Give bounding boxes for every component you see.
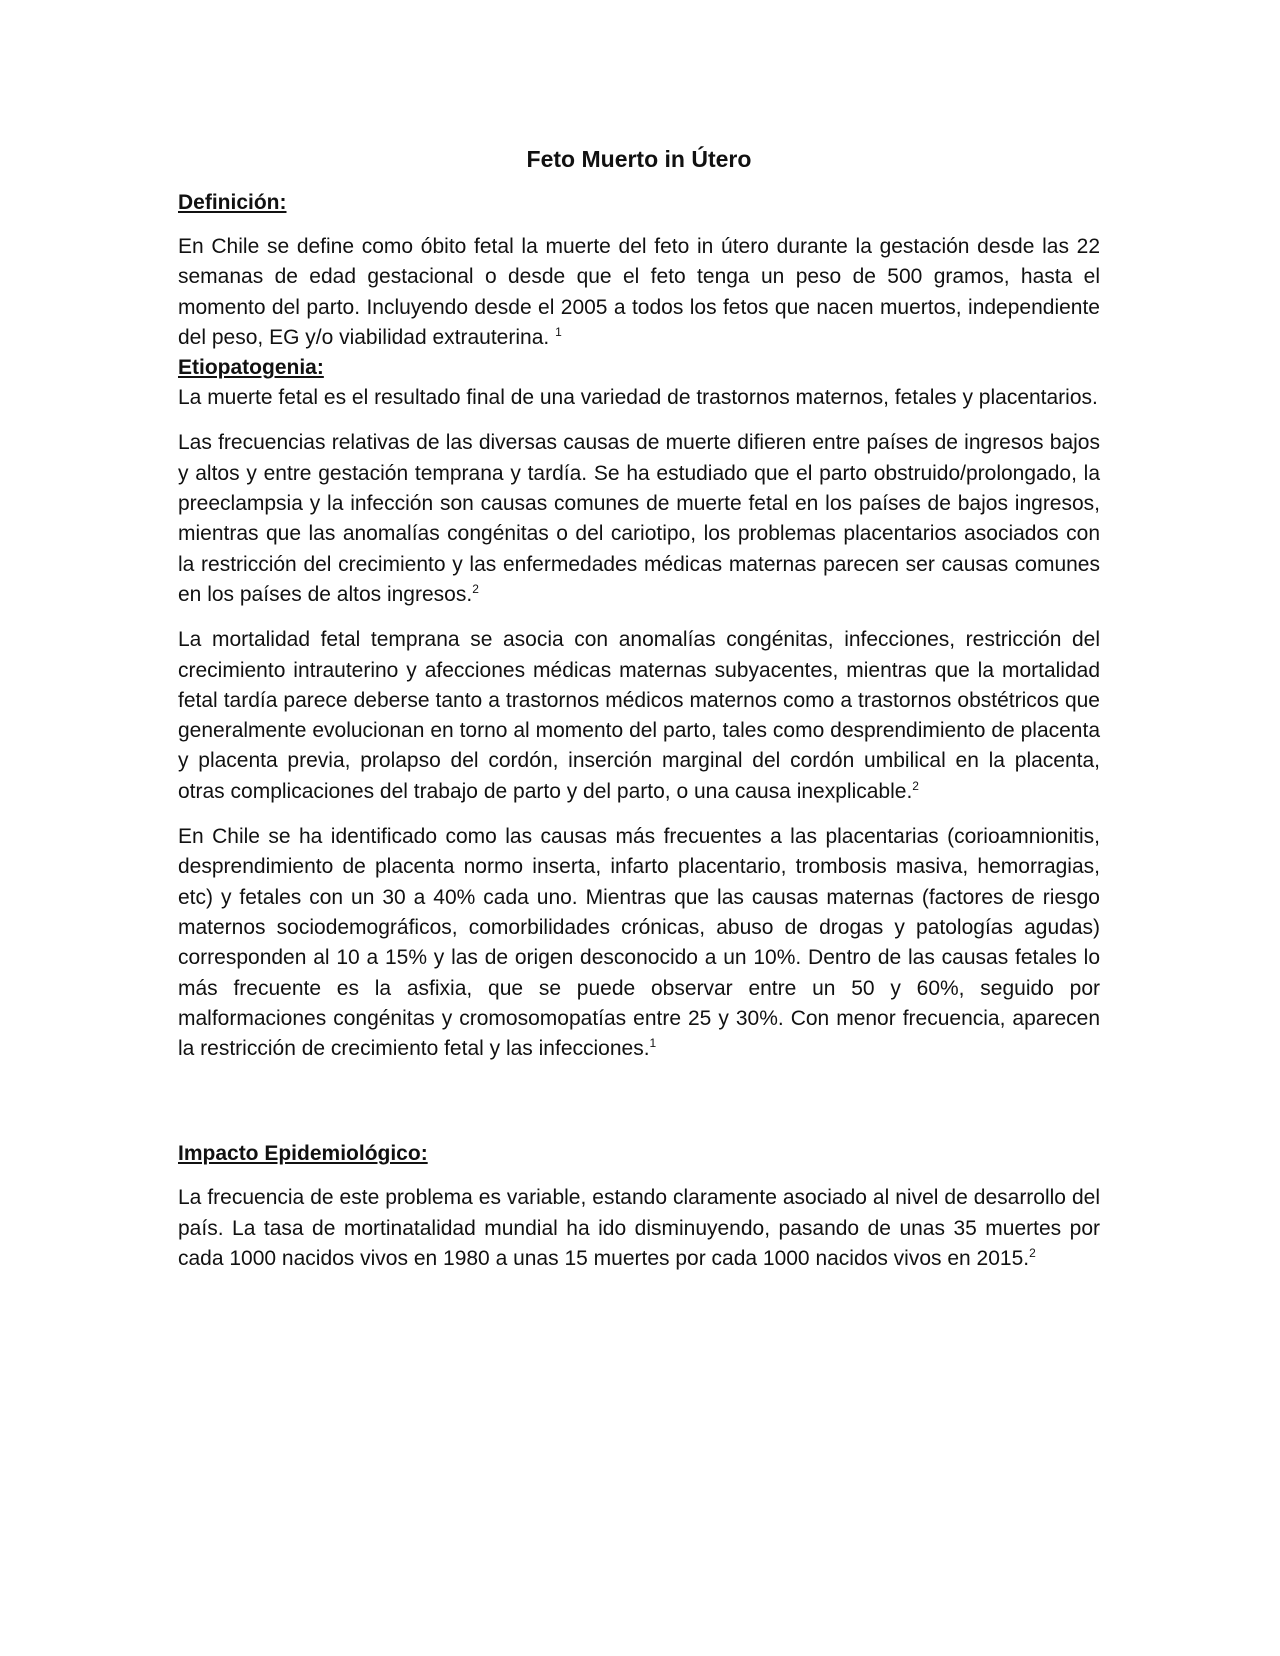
paragraph-text: En Chile se ha identificado como las causas más frecuentes a las placentarias (corioamnionitis, desprendimiento de placenta normo inserta, infarto placentario, trombosis masiva, hemorragias, etc) y fetales con un 30 a 40% cada uno. Mientras que las causas maternas (factores de riesgo maternos sociodemográficos, comorbilidades crónicas, abuso de drogas y patologías agudas) corresponden al 10 a 15% y las de origen desconocido a un 10%. Dentro de las causas fetales lo más frecuente es la asfixia, que se puede observar entre un 50 y 60%, seguido por malformaciones congénitas y cromosomopatías entre 25 y 30%. Con menor frecuencia, aparecen la restricción de crecimiento fetal y las infecciones.: [178, 825, 1100, 1061]
heading-etiopatogenia: Etiopatogenia:: [178, 356, 324, 380]
heading-definicion: Definición:: [178, 191, 287, 214]
paragraph-definicion: [178, 232, 1100, 353]
paragraph-etiopatogenia-2: [178, 428, 1100, 610]
document-page: [178, 144, 1100, 1289]
footnote-ref: 2: [912, 778, 919, 793]
paragraph-impacto: [178, 1183, 1100, 1274]
paragraph-etiopatogenia-3: [178, 625, 1100, 807]
footnote-ref: 1: [649, 1036, 657, 1051]
footnote-ref: 2: [472, 581, 479, 596]
footnote-ref: 2: [1029, 1246, 1036, 1261]
paragraph-text: La mortalidad fetal temprana se asocia con anomalías congénitas, infecciones, restricción del crecimiento intrauterino y afecciones médicas maternas subyacentes, mientras que la mortalidad fetal tardía parece deberse tanto a trastornos médicos maternos como a trastornos obstétricos que generalmente evolucionan en torno al momento del parto, tales como desprendimiento de placenta y placenta previa, prolapso del cordón, inserción marginal del cordón umbilical en la placenta, otras complicaciones del trabajo de parto y del parto, o una causa inexplicable.: [178, 628, 1100, 803]
paragraph-text: Las frecuencias relativas de las diversas causas de muerte difieren entre países de ingresos bajos y altos y entre gestación temprana y tardía. Se ha estudiado que el parto obstruido/prolongado, la preeclampsia y la infección son causas comunes de muerte fetal en los países de bajos ingresos, mientras que las anomalías congénitas o del cariotipo, los problemas placentarios asociados con la restricción del crecimiento y las enfermedades médicas maternas parecen ser causas comunes en los países de altos ingresos.: [178, 431, 1100, 606]
heading-impacto: Impacto Epidemiológico:: [178, 1142, 428, 1166]
paragraph-text: La frecuencia de este problema es variable, estando claramente asociado al nivel de desarrollo del país. La tasa de mortinatalidad mundial ha ido disminuyendo, pasando de unas 35 muertes por cada 1000 nacidos vivos en 1980 a unas 15 muertes por cada 1000 nacidos vivos en 2015.: [178, 1186, 1100, 1271]
page-title: Feto Muerto in Útero: [526, 146, 752, 172]
footnote-ref: 1: [555, 324, 562, 339]
paragraph-text: En Chile se define como óbito fetal la muerte del feto in útero durante la gestación desde las 22 semanas de edad gestacional o desde que el feto tenga un peso de 500 gramos, hasta el momento del parto. Incluyendo desde el 2005 a todos los fetos que nacen muertos, independiente del peso, EG y/o viabilidad extrauterina.: [178, 235, 1100, 349]
paragraph-etiopatogenia-4: [178, 822, 1100, 1064]
blank-space: [178, 1079, 1100, 1139]
paragraph-etiopatogenia-1: La muerte fetal es el resultado final de una variedad de trastornos maternos, fetales y placentarios.: [178, 386, 1098, 410]
